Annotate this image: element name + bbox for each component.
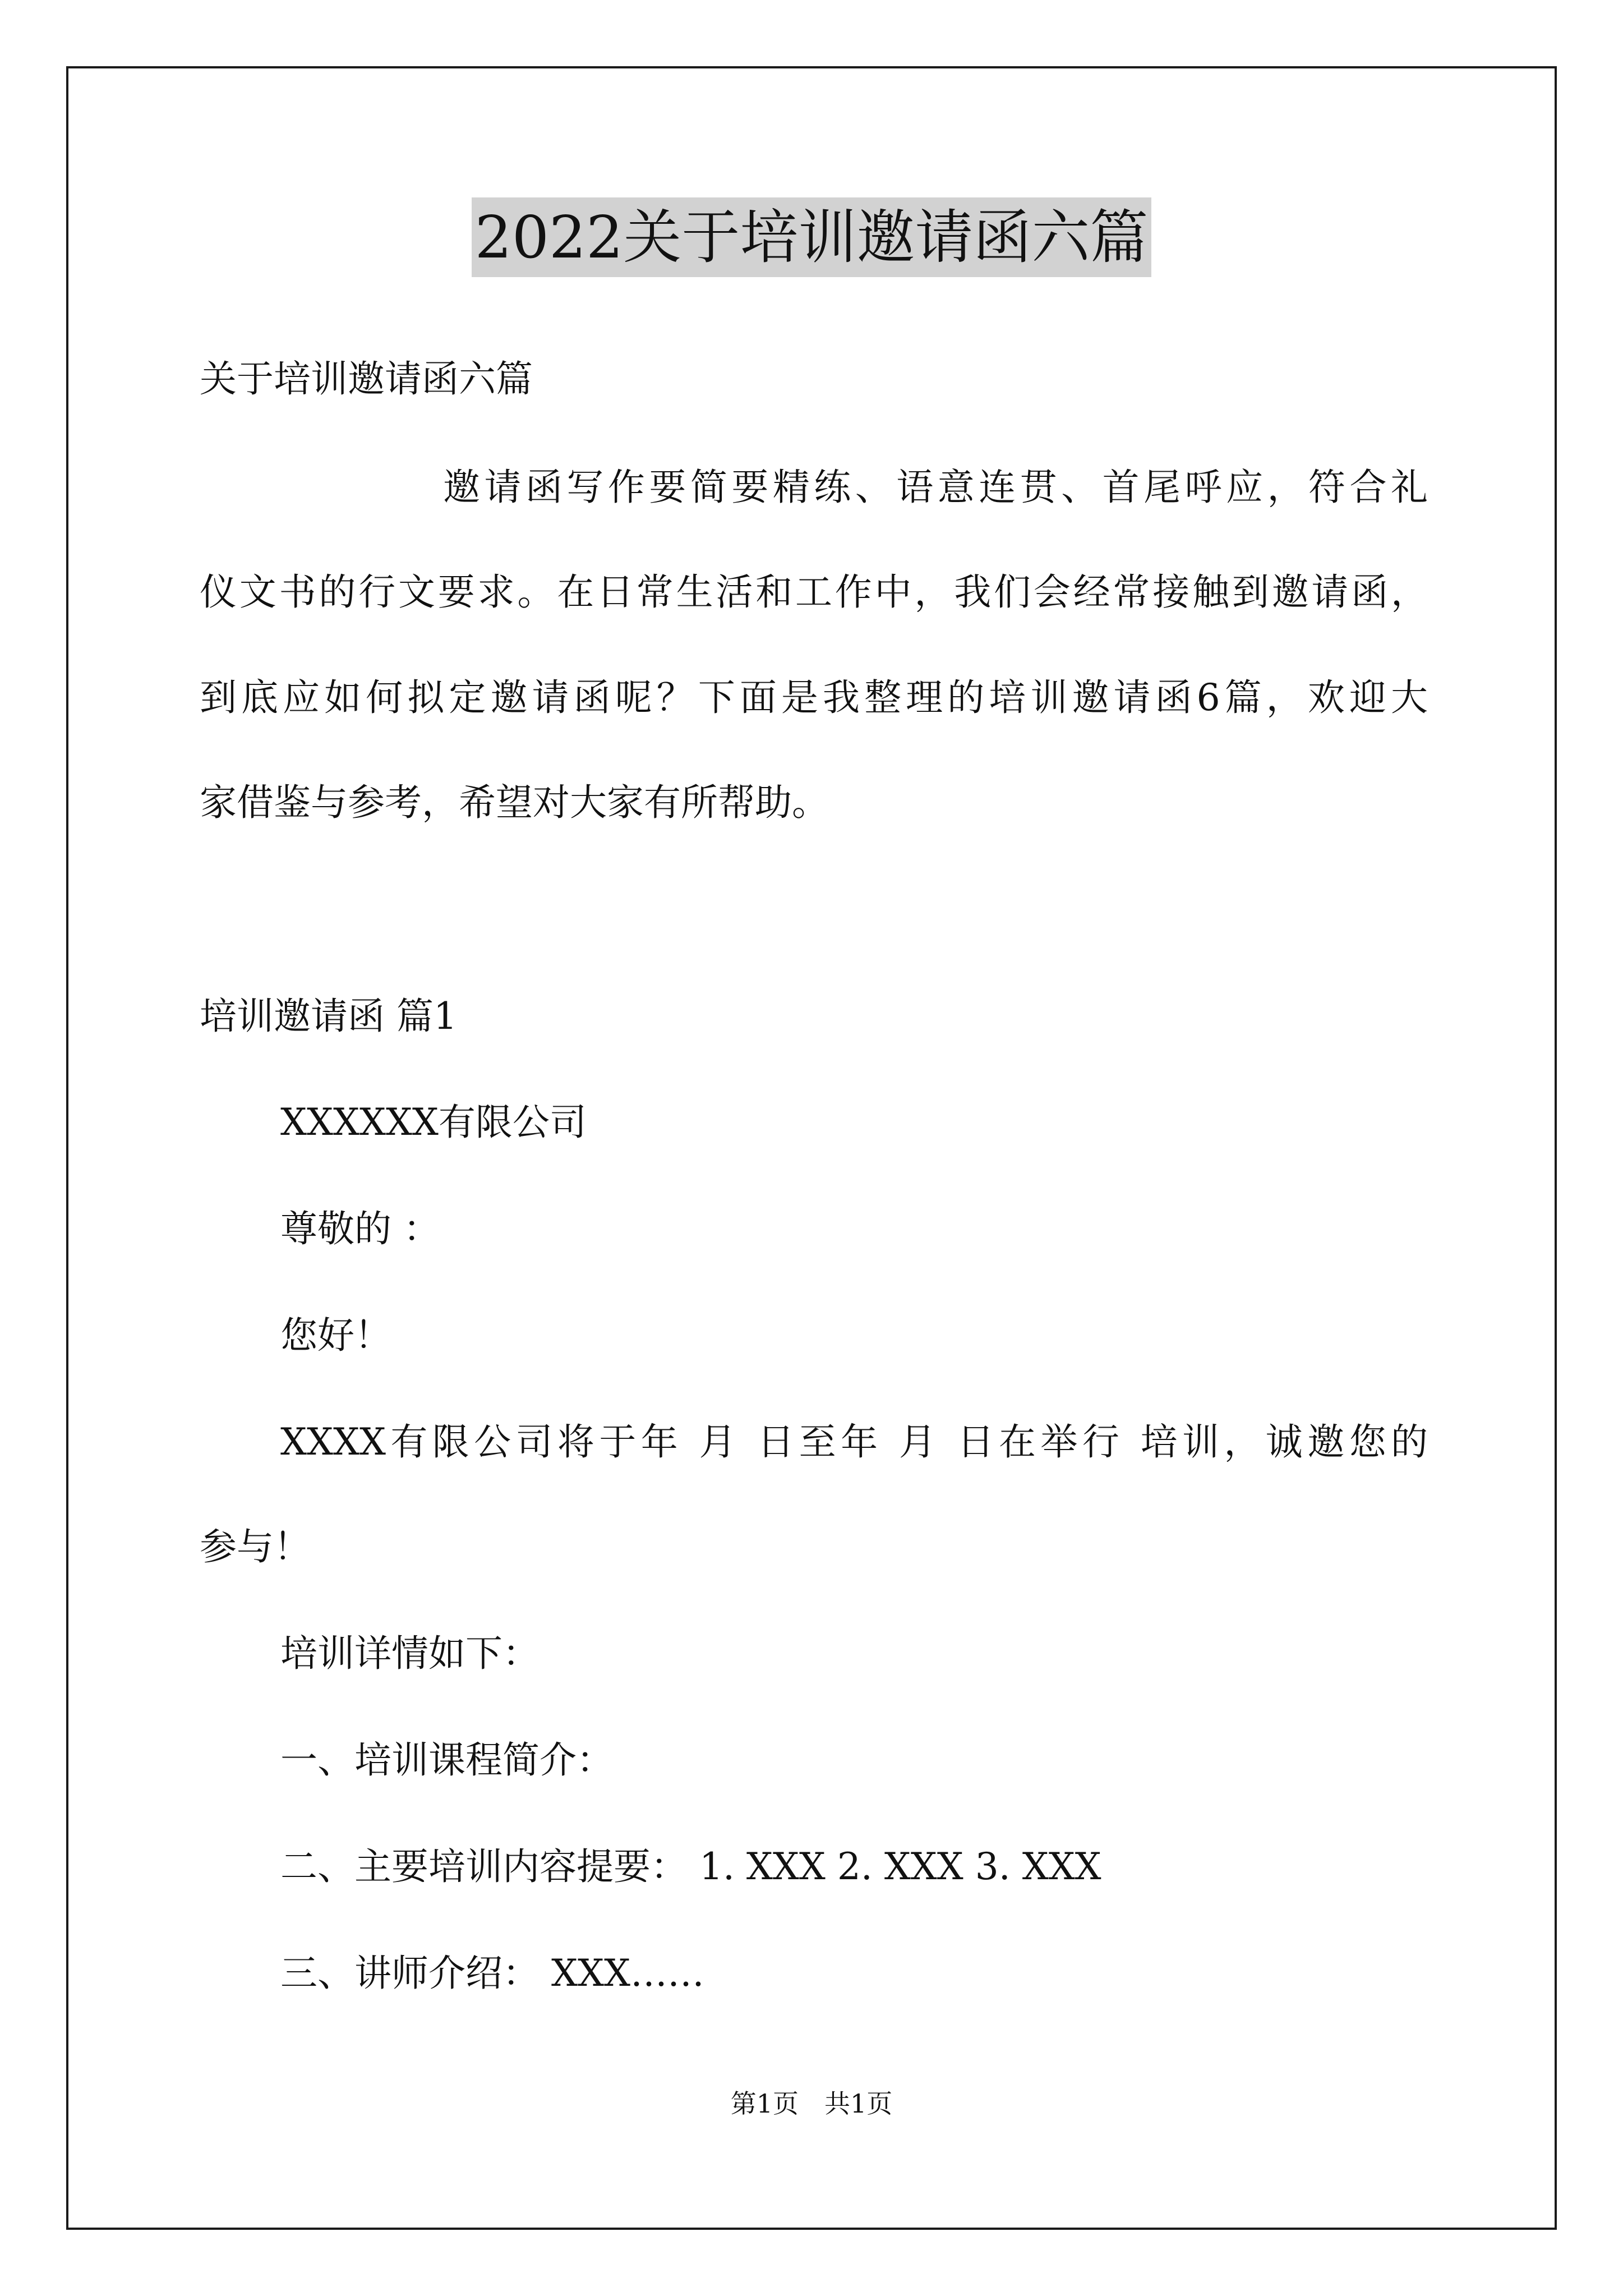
- intro-line-1: 邀请函写作要简要精练、语意连贯、首尾呼应，符合礼: [443, 466, 1428, 509]
- body-line-1: XXXX有限公司将于年 月 日至年 月 日在举行 培训，诚邀您的: [280, 1420, 1428, 1464]
- body-line-2: 参与！: [200, 1525, 311, 1568]
- page-number: 第1页 共1页: [730, 2088, 893, 2119]
- document-title: [0, 197, 1623, 277]
- intro-line-3: 到底应如何拟定邀请函呢？下面是我整理的培训邀请函6篇，欢迎大: [200, 676, 1428, 719]
- section-heading: 培训邀请函 篇1: [200, 995, 457, 1038]
- company-name: XXXXXX有限公司: [280, 1101, 587, 1144]
- greeting: 您好！: [280, 1314, 391, 1357]
- document-title-text: 2022关于培训邀请函六篇: [472, 197, 1152, 277]
- list-item: 二、主要培训内容提要： 1. XXX 2. XXX 3. XXX: [280, 1845, 1101, 1888]
- intro-line-4: 家借鉴与参考，希望对大家有所帮助。: [200, 781, 829, 824]
- salutation: 尊敬的 ：: [280, 1207, 440, 1250]
- document-subtitle: 关于培训邀请函六篇: [200, 357, 533, 401]
- intro-line-2: 仪文书的行文要求。在日常生活和工作中，我们会经常接触到邀请函，: [200, 570, 1428, 614]
- details-heading: 培训详情如下：: [280, 1632, 540, 1675]
- list-item: 一、培训课程简介：: [280, 1738, 614, 1782]
- list-item: 三、讲师介绍： XXX……: [280, 1952, 704, 1995]
